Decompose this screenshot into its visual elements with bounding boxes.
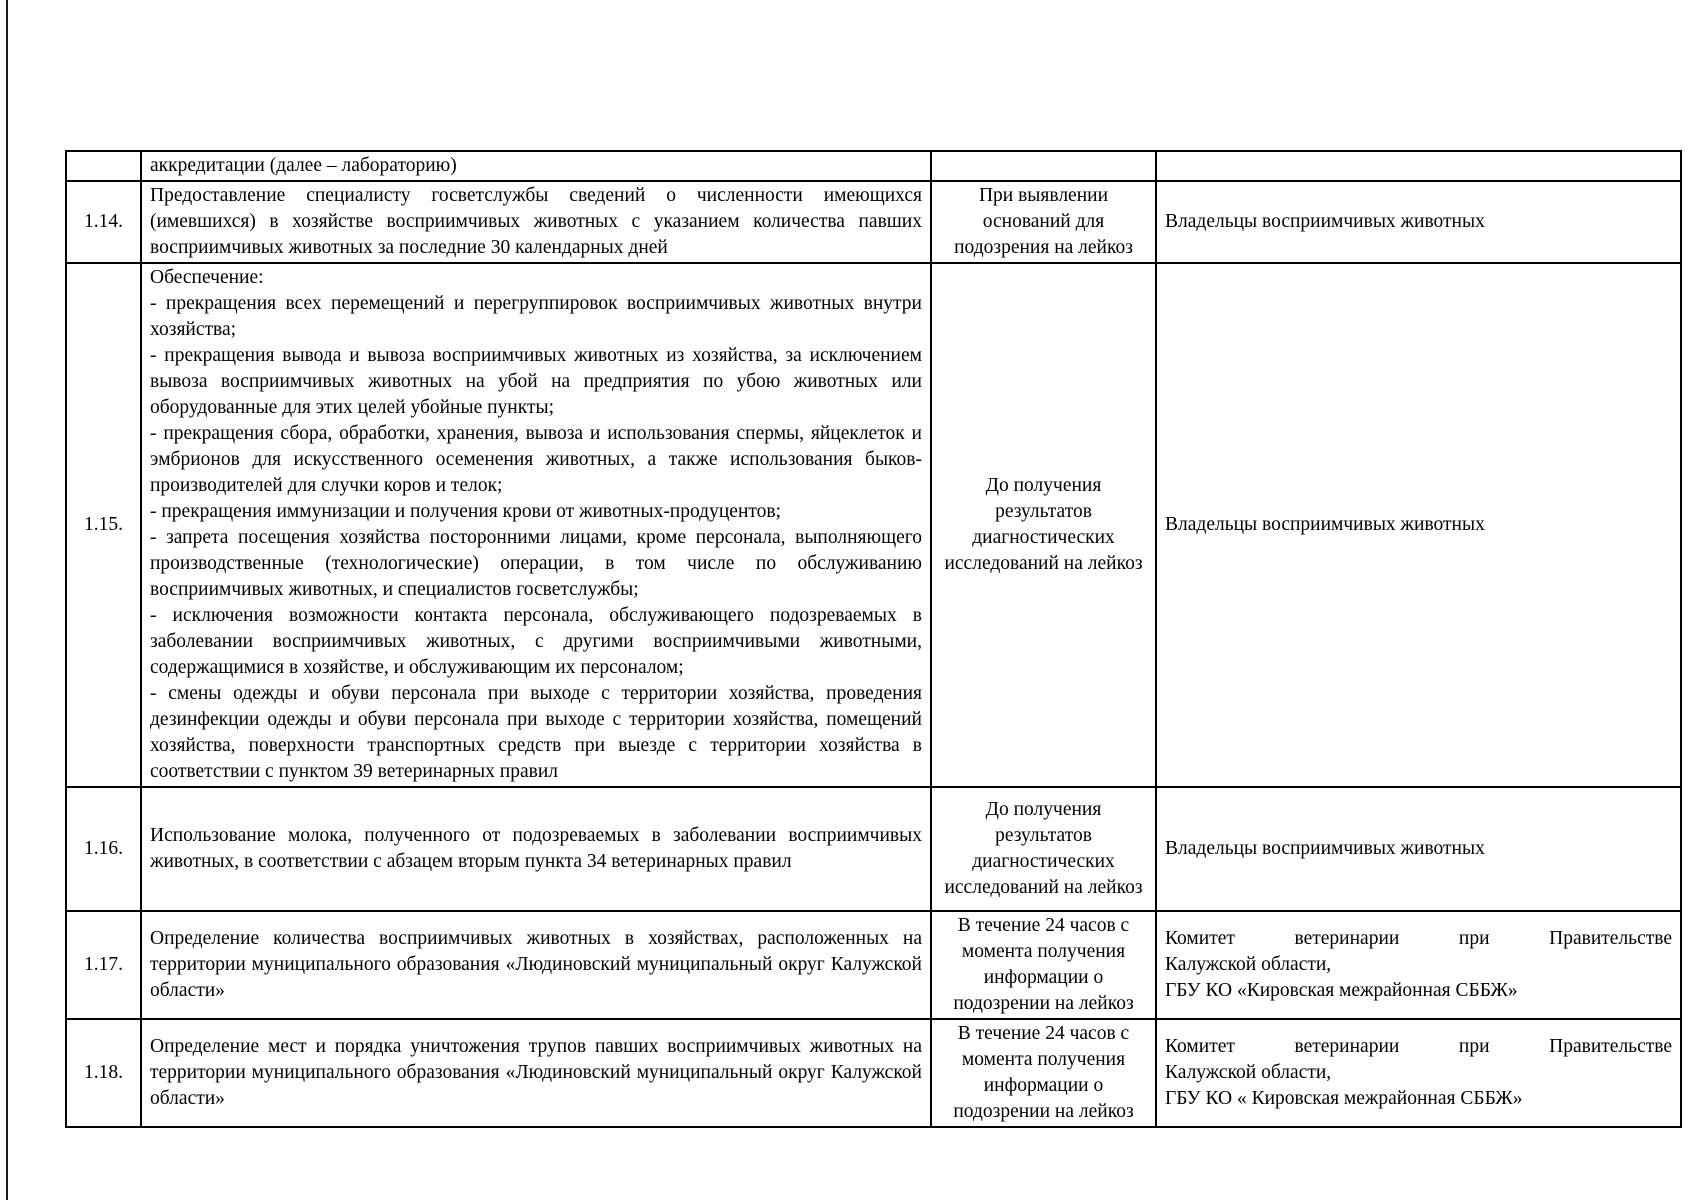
row-number: 1.16.	[66, 787, 141, 911]
term-cell: В течение 24 часов с момента получения информации о подозрении на лейкоз	[931, 1019, 1156, 1127]
term-cell	[931, 151, 1156, 181]
measures-table	[65, 150, 1682, 1128]
action-cell	[141, 263, 931, 787]
responsible-line: Калужской области,	[1165, 1062, 1332, 1083]
action-cell: Использование молока, полученного от подозреваемых в заболевании восприимчивых животных, в соответствии с абзацем вторым пункта 34 ветеринарных правил	[141, 787, 931, 911]
action-cell: Предоставление специалисту госветслужбы сведений о численности имеющихся (имевшихся) в хозяйстве восприимчивых животных с указанием количества павших восприимчивых животных за последние 30 календарных дней	[141, 181, 931, 263]
responsible-cell: Владельцы восприимчивых животных	[1156, 263, 1681, 787]
responsible-line: ГБУ КО « Кировская межрайонная СББЖ»	[1165, 1088, 1523, 1109]
term-cell: При выявлении оснований для подозрения на лейкоз	[931, 181, 1156, 263]
row-number: 1.17.	[66, 911, 141, 1019]
table-row	[66, 911, 1681, 1019]
responsible-cell	[1156, 151, 1681, 181]
action-line: - прекращения всех перемещений и перегруппировок восприимчивых животных внутри хозяйства;	[150, 293, 922, 340]
page-margin-line	[6, 0, 8, 1200]
responsible-cell	[1156, 1019, 1681, 1127]
table-row	[66, 787, 1681, 911]
table-row	[66, 1019, 1681, 1127]
term-cell: До получения результатов диагностических исследований на лейкоз	[931, 263, 1156, 787]
action-line: - прекращения иммунизации и получения крови от животных-продуцентов;	[150, 501, 782, 522]
term-cell: В течение 24 часов с момента получения информации о подозрении на лейкоз	[931, 911, 1156, 1019]
responsible-line: Комитет ветеринарии при Правительстве	[1165, 1036, 1672, 1057]
table-row	[66, 181, 1681, 263]
responsible-line: ГБУ КО «Кировская межрайонная СББЖ»	[1165, 980, 1518, 1001]
responsible-line: Комитет ветеринарии при Правительстве	[1165, 928, 1672, 949]
responsible-cell	[1156, 911, 1681, 1019]
action-cell: Определение количества восприимчивых животных в хозяйствах, расположенных на территории муниципального образования «Людиновский муниципальный округ Калужской области»	[141, 911, 931, 1019]
action-line: - исключения возможности контакта персонала, обслуживающего подозреваемых в заболевании восприимчивых животных, с другими восприимчивыми животными, содержащимися в хозяйстве, и обслуживающим их персоналом;	[150, 605, 922, 678]
action-line: - прекращения вывода и вывоза восприимчивых животных из хозяйства, за исключением вывоза восприимчивых животных на убой на предприятия по убою животных или оборудованные для этих целей убойные пункты;	[150, 345, 922, 418]
row-number: 1.18.	[66, 1019, 141, 1127]
action-cell: аккредитации (далее – лабораторию)	[141, 151, 931, 181]
row-number: 1.14.	[66, 181, 141, 263]
action-line: - смены одежды и обуви персонала при выходе с территории хозяйства, проведения дезинфекции одежды и обуви персонала при выходе с территории хозяйства, помещений хозяйства, поверхности транспортных средств при выезде с территории хозяйства в соответствии с пунктом 39 ветеринарных правил	[150, 683, 922, 782]
action-line: - прекращения сбора, обработки, хранения, вывоза и использования спермы, яйцеклеток и эмбрионов для искусственного осеменения животных, а также использования быков-производителей для случки коров и телок;	[150, 423, 922, 496]
row-number: 1.15.	[66, 263, 141, 787]
term-cell: До получения результатов диагностических исследований на лейкоз	[931, 787, 1156, 911]
responsible-cell: Владельцы восприимчивых животных	[1156, 181, 1681, 263]
action-line: - запрета посещения хозяйства посторонними лицами, кроме персонала, выполняющего производственные (технологические) операции, в том числе по обслуживанию восприимчивых животных, и специалистов госветслужбы;	[150, 527, 922, 600]
action-line: Обеспечение:	[150, 267, 264, 288]
action-cell: Определение мест и порядка уничтожения трупов павших восприимчивых животных на территории муниципального образования «Людиновский муниципальный округ Калужской области»	[141, 1019, 931, 1127]
table-row	[66, 151, 1681, 181]
responsible-line: Калужской области,	[1165, 954, 1332, 975]
responsible-cell: Владельцы восприимчивых животных	[1156, 787, 1681, 911]
row-number	[66, 151, 141, 181]
table-row	[66, 263, 1681, 787]
